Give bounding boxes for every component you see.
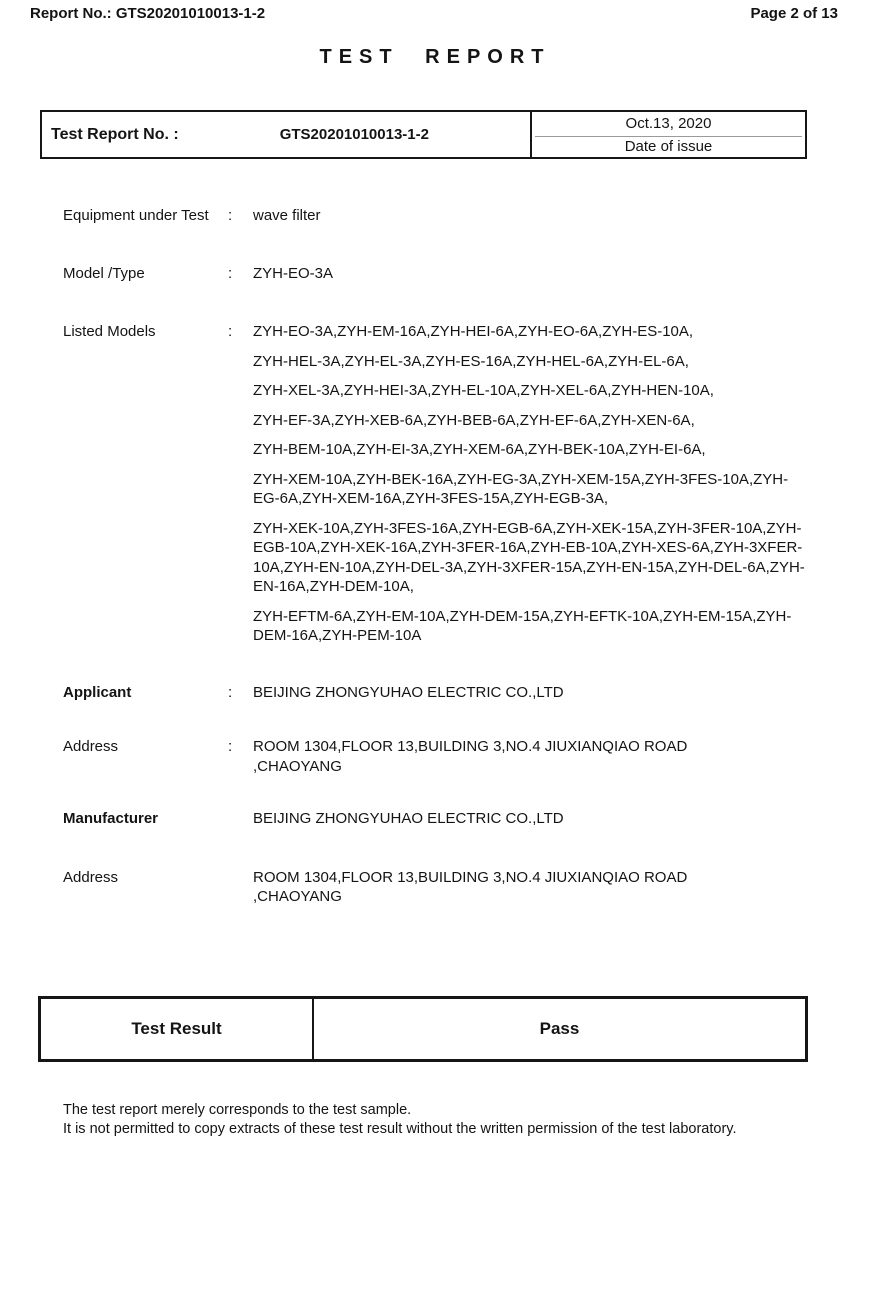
field-row-listed-models (63, 322, 810, 646)
footer-note-1: The test report merely corresponds to the test sample. (63, 1101, 412, 1118)
field-row-equipment (63, 206, 810, 226)
listed-models-paragraph: ZYH-BEM-10A,ZYH-EI-3A,ZYH-XEM-6A,ZYH-BEK-10A,ZYH-EI-6A, (253, 441, 706, 458)
field-row-applicant-address (63, 737, 810, 776)
test-result-value: Pass (539, 1018, 580, 1038)
listed-models-paragraph: ZYH-XEM-10A,ZYH-BEK-16A,ZYH-EG-3A,ZYH-XEM-15A,ZYH-3FES-10A,ZYH-EG-6A,ZYH-XEM-16A,ZYH-3FES-15A,ZYH-EGB-3A, (253, 470, 789, 507)
issue-date-label: Date of issue (624, 138, 713, 156)
listed-models-paragraph: ZYH-HEL-3A,ZYH-EL-3A,ZYH-ES-16A,ZYH-HEL-6A,ZYH-EL-6A, (253, 352, 689, 370)
field-label-applicant-address: Address (63, 738, 119, 755)
issue-date-value: Oct.13, 2020 (535, 112, 802, 137)
report-number-cell (42, 112, 530, 157)
report-number-label: Test Report No. : (51, 125, 179, 143)
field-colon-manufacturer (228, 809, 253, 829)
listed-models-paragraph: ZYH-EF-3A,ZYH-XEB-6A,ZYH-BEB-6A,ZYH-EF-6A,ZYH-XEN-6A, (253, 411, 695, 429)
listed-models-paragraph: ZYH-EO-3A,ZYH-EM-16A,ZYH-HEI-6A,ZYH-EO-6A,ZYH-ES-10A, (253, 323, 694, 340)
field-label-model: Model /Type (63, 264, 145, 282)
field-row-applicant (63, 683, 810, 703)
field-value-manufacturer: BEIJING ZHONGYUHAO ELECTRIC CO.,LTD (253, 810, 564, 827)
field-value-applicant: BEIJING ZHONGYUHAO ELECTRIC CO.,LTD (253, 683, 564, 701)
header-page-info: Page 2 of 13 (750, 5, 838, 22)
field-label-manufacturer-address: Address (63, 868, 119, 886)
field-value-model: ZYH-EO-3A (253, 264, 334, 282)
listed-models-paragraph: ZYH-XEL-3A,ZYH-HEI-3A,ZYH-EL-10A,ZYH-XEL-6A,ZYH-HEN-10A, (253, 382, 714, 399)
page-title: TEST REPORT (319, 46, 551, 68)
issue-date-cell (530, 112, 805, 157)
field-label-equipment: Equipment under Test (63, 207, 209, 224)
report-number-value: GTS20201010013-1-2 (279, 126, 429, 143)
field-row-manufacturer-address (63, 868, 810, 907)
listed-models-paragraph: ZYH-EFTM-6A,ZYH-EM-10A,ZYH-DEM-15A,ZYH-EFTK-10A,ZYH-EM-15A,ZYH-DEM-16A,ZYH-PEM-10A (253, 607, 792, 644)
field-value-applicant-address: ROOM 1304,FLOOR 13,BUILDING 3,NO.4 JIUXIANQIAO ROAD ,CHAOYANG (253, 738, 688, 775)
field-colon-applicant: : (228, 683, 233, 701)
field-colon-equipment: : (228, 207, 233, 224)
field-colon-manufacturer-address (228, 868, 253, 907)
page-header (0, 0, 870, 22)
field-colon-model: : (228, 264, 233, 282)
field-value-manufacturer-address: ROOM 1304,FLOOR 13,BUILDING 3,NO.4 JIUXIANQIAO ROAD ,CHAOYANG (253, 868, 688, 905)
field-value-listed-models (253, 322, 810, 646)
field-row-model (63, 264, 810, 284)
listed-models-paragraph: ZYH-XEK-10A,ZYH-3FES-16A,ZYH-EGB-6A,ZYH-XEK-15A,ZYH-3FER-10A,ZYH-EGB-10A,ZYH-XEK-16A,ZYH-3FER-16A,ZYH-EB-10A,ZYH-XES-6A,ZYH-3XFER-10A,ZYH-EN-10A,ZYH-DEL-3A,ZYH-3XFER-15A,ZYH-EN-15A,ZYH-DEL-6A,ZYH-EN-16A,ZYH-DEM-10A, (253, 519, 805, 595)
field-value-equipment: wave filter (253, 207, 321, 224)
field-label-listed-models: Listed Models (63, 323, 156, 340)
footer-notes (63, 1101, 830, 1139)
report-number-table (40, 110, 807, 159)
footer-note-2: It is not permitted to copy extracts of these test result without the written permission of the test laboratory. (63, 1120, 737, 1137)
field-colon-listed-models: : (228, 323, 233, 340)
field-label-applicant: Applicant (63, 683, 132, 701)
field-row-manufacturer (63, 809, 810, 829)
field-list (63, 206, 810, 907)
field-colon-applicant-address: : (228, 738, 233, 755)
test-result-table (38, 996, 808, 1062)
test-result-label: Test Result (41, 999, 314, 1059)
header-report-no: Report No.: GTS20201010013-1-2 (30, 5, 266, 22)
field-label-manufacturer: Manufacturer (63, 810, 159, 827)
